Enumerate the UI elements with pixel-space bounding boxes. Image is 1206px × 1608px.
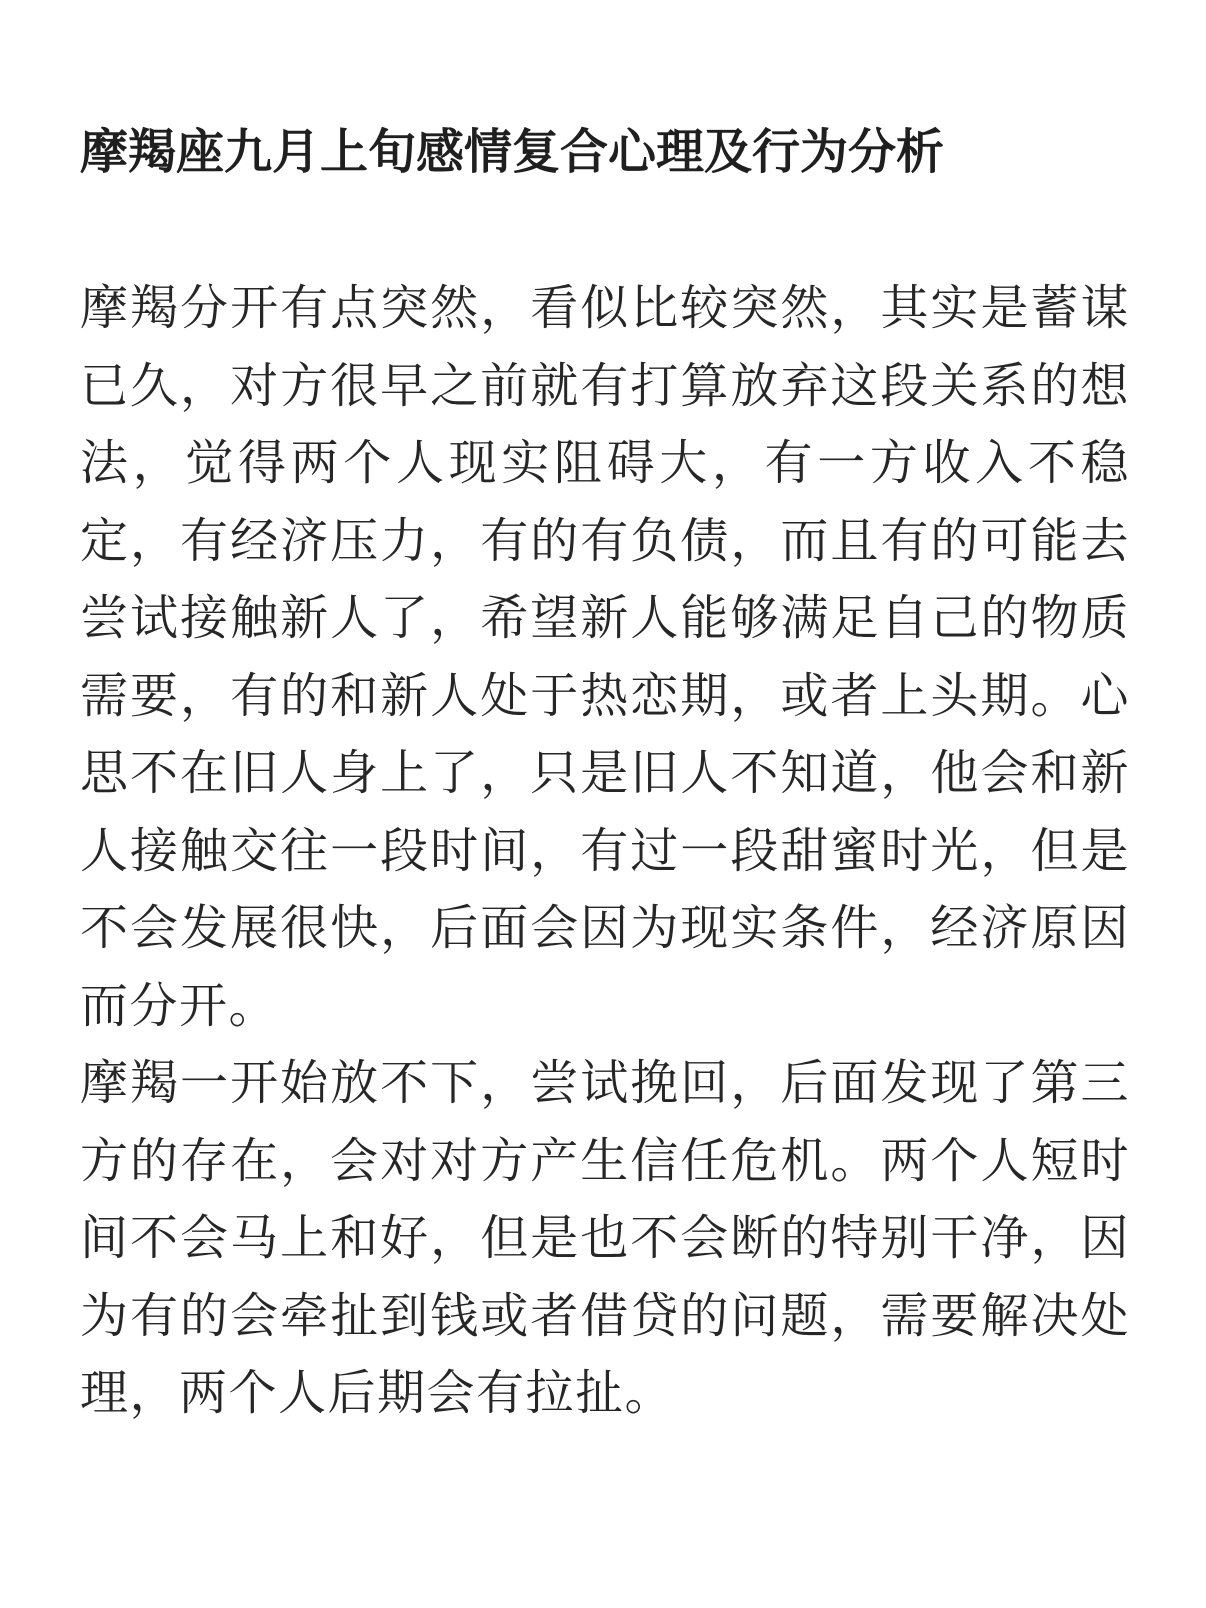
article-title: 摩羯座九月上旬感情复合心理及行为分析 [80, 124, 945, 180]
paragraph-1: 摩羯分开有点突然，看似比较突然，其实是蓄谋已久，对方很早之前就有打算放弃这段关系的想法，觉得两个人现实阻碍大，有一方收入不稳定，有经济压力，有的有负债，而且有的可能去尝试接触新人了，希望新人能够满足自己的物质需要，有的和新人处于热恋期，或者上头期。心思不在旧人身上了，只是旧人不知道，他会和新人接触交往一段时间，有过一段甜蜜时光，但是不会发展很快，后面会因为现实条件，经济原因而分开。 [80, 280, 1130, 1034]
article-body [80, 270, 1130, 1433]
paragraph-2: 摩羯一开始放不下，尝试挽回，后面发现了第三方的存在，会对对方产生信任危机。两个人短时间不会马上和好，但是也不会断的特别干净，因为有的会牵扯到钱或者借贷的问题，需要解决处理，两个人后期会有拉扯。 [80, 1055, 1130, 1421]
